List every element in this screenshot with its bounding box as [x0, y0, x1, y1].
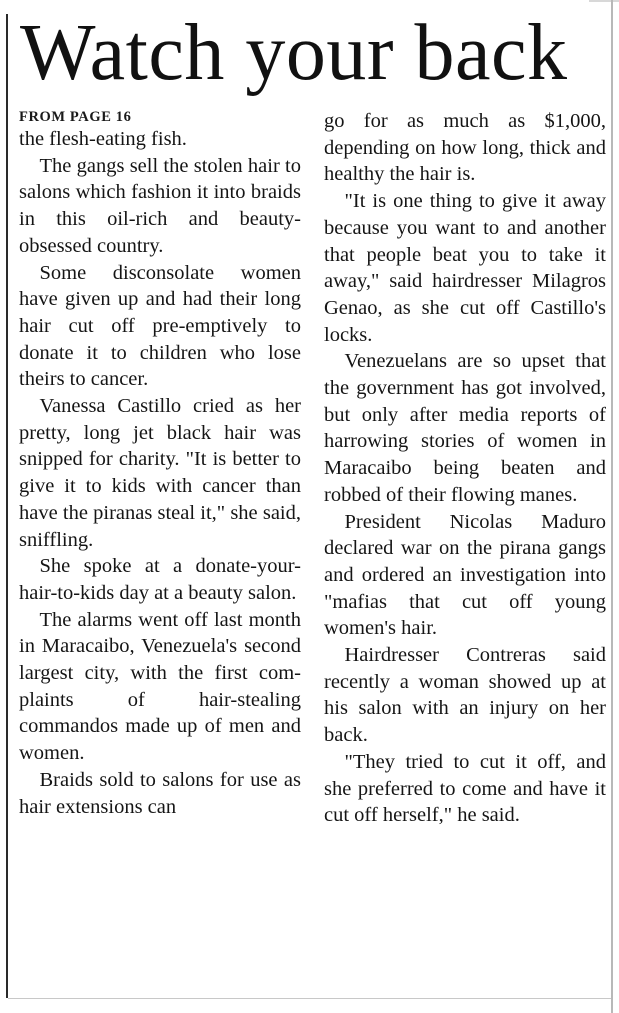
- right-border-rule: [611, 0, 613, 1013]
- paragraph: Hairdresser Contreras said recently a woman showed up at his salon with an injury on her back.: [324, 644, 606, 747]
- paragraph: Venezuelans are so upset that the government has got involved, but only after media reports of harrowing stories of women in Maracaibo being beaten and robbed of their flowing manes.: [324, 350, 606, 506]
- paragraph: the flesh-eating fish.: [19, 128, 187, 150]
- paragraph: "They tried to cut it off, and she preferred to come and have it cut off herself," he said.: [324, 750, 606, 827]
- paragraph: go for as much as $1,000, depending on how long, thick and healthy the hair is.: [324, 110, 606, 186]
- bottom-border-rule: [8, 998, 611, 999]
- article-column-left: [19, 108, 301, 820]
- paragraph: She spoke at a donate-your-hair-to-kids day at a beauty salon.: [19, 555, 301, 604]
- paragraph: The gangs sell the stolen hair to salons which fashion it into braids in this oil-rich and beauty-obsessed country.: [19, 154, 301, 257]
- paragraph: Braids sold to salons for use as hair extensions can: [19, 768, 301, 818]
- paragraph: President Nicolas Maduro declared war on the pirana gangs and ordered an investigation into "mafias that cut off young women's hair.: [324, 510, 606, 640]
- article-column-right: [324, 108, 606, 829]
- article-headline: Watch your back: [20, 9, 568, 97]
- paragraph: "It is one thing to give it away because you want to and another that people beat you to take it away," said hairdresser Milagros Genao, as she cut off Castillo's locks.: [324, 190, 606, 346]
- left-border-rule: [6, 14, 8, 998]
- paragraph: The alarms went off last month in Maracaibo, Venezuela's second largest city, with the first complaints of hair-stealing commandos made up of men and women.: [19, 608, 301, 765]
- jump-line: FROM PAGE 16: [19, 109, 132, 125]
- top-right-border-rule: [589, 0, 619, 2]
- paragraph: Vanessa Castillo cried as her pretty, long jet black hair was snipped for charity. "It is better to give it to kids with cancer than have the piranas steal it," she said, sniffling.: [19, 395, 301, 551]
- paragraph: Some disconsolate women have given up and had their long hair cut off pre-emptively to donate it to children who lose theirs to cancer.: [19, 261, 301, 391]
